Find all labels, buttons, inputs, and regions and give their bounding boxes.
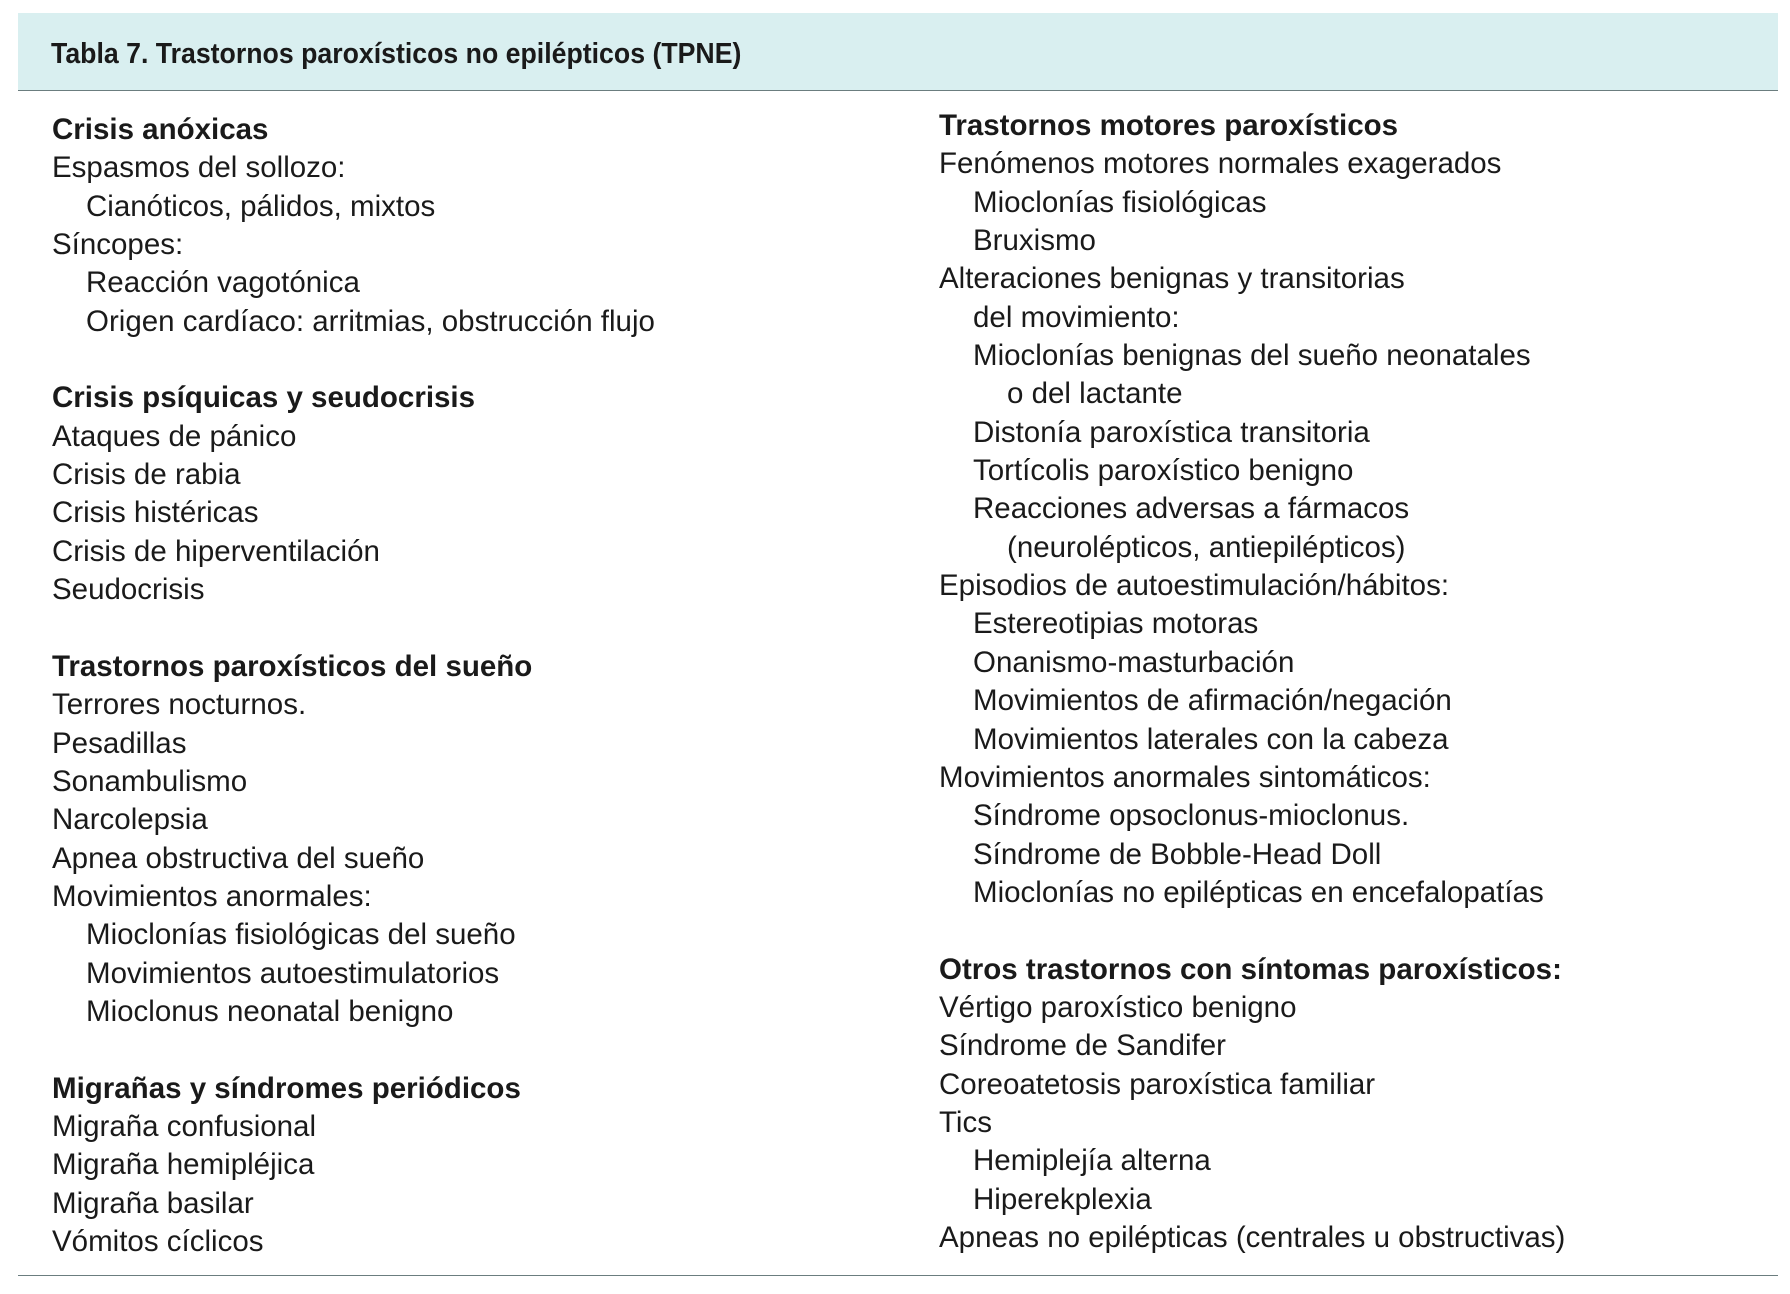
list-item: Síndrome de Sandifer <box>939 1029 1226 1063</box>
list-subitem: Bruxismo <box>973 224 1096 258</box>
list-item: Fenómenos motores normales exagerados <box>939 147 1502 181</box>
list-item: Movimientos anormales: <box>52 879 372 913</box>
list-item: Pesadillas <box>52 726 187 760</box>
list-subitem: Síndrome opsoclonus-mioclonus. <box>973 799 1410 833</box>
list-subitem: Reacción vagotónica <box>86 266 360 300</box>
list-subitem: Origen cardíaco: arritmias, obstrucción flujo <box>86 304 655 338</box>
list-subitem: Mioclonías fisiológicas del sueño <box>86 918 516 952</box>
list-item: Narcolepsia <box>52 803 208 837</box>
list-subitem: Hiperekplexia <box>973 1182 1152 1216</box>
list-subitem: Movimientos de afirmación/negación <box>973 684 1452 718</box>
section-heading: Crisis anóxicas <box>52 113 269 146</box>
list-subitem-continuation: (neurolépticos, antiepilépticos) <box>1007 530 1406 564</box>
list-item: Terrores nocturnos. <box>52 688 307 722</box>
table-bottom-rule <box>18 1275 1778 1276</box>
list-subitem: Estereotipias motoras <box>973 607 1259 641</box>
list-item: Alteraciones benignas y transitorias <box>939 262 1405 296</box>
list-subitem-continuation: o del lactante <box>1007 377 1183 411</box>
list-subitem: Mioclonías benignas del sueño neonatales <box>973 339 1531 373</box>
list-item: Síncopes: <box>52 228 184 262</box>
list-item: Seudocrisis <box>52 573 205 607</box>
list-item: Movimientos anormales sintomáticos: <box>939 760 1431 794</box>
list-item: Crisis de rabia <box>52 458 241 492</box>
section-heading: Trastornos paroxísticos del sueño <box>52 649 533 683</box>
list-subitem: Tortícolis paroxístico benigno <box>973 454 1354 488</box>
list-subitem: Distonía paroxística transitoria <box>973 415 1370 449</box>
list-subitem: Reacciones adversas a fármacos <box>973 492 1410 526</box>
list-item: Vómitos cíclicos <box>52 1224 264 1258</box>
list-subitem: Movimientos autoestimulatorios <box>86 956 500 990</box>
spacer <box>52 341 655 379</box>
list-subitem: Mioclonías no epilépticas en encefalopatías <box>973 875 1544 909</box>
section-heading: Trastornos motores paroxísticos <box>939 109 1399 142</box>
section-heading: Crisis psíquicas y seudocrisis <box>52 381 476 415</box>
spacer <box>939 912 1565 950</box>
list-subitem: Síndrome de Bobble-Head Doll <box>973 837 1382 871</box>
section-heading: Migrañas y síndromes periódicos <box>52 1071 521 1105</box>
left-column <box>52 111 655 1261</box>
list-item: Vértigo paroxístico benigno <box>939 990 1297 1024</box>
list-item: Crisis de hiperventilación <box>52 534 380 568</box>
list-subitem: Mioclonías fisiológicas <box>973 185 1267 219</box>
list-item: Apnea obstructiva del sueño <box>52 841 425 875</box>
list-item: Episodios de autoestimulación/hábitos: <box>939 569 1450 603</box>
section-heading: Otros trastornos con síntomas paroxísticos: <box>939 952 1562 986</box>
spacer <box>52 609 655 647</box>
list-item: Tics <box>939 1105 992 1139</box>
list-item: Coreoatetosis paroxística familiar <box>939 1067 1376 1101</box>
list-item: Apneas no epilépticas (centrales u obstructivas) <box>939 1220 1566 1254</box>
list-item: Migraña basilar <box>52 1186 254 1220</box>
list-subitem: Hemiplejía alterna <box>973 1144 1211 1178</box>
list-subitem: del movimiento: <box>973 300 1180 334</box>
list-item: Migraña confusional <box>52 1109 317 1143</box>
right-column <box>939 107 1565 1257</box>
spacer <box>52 1031 655 1069</box>
list-item: Ataques de pánico <box>52 419 297 453</box>
list-item: Crisis histéricas <box>52 496 259 530</box>
list-item: Sonambulismo <box>52 764 248 798</box>
list-subitem: Cianóticos, pálidos, mixtos <box>86 189 436 223</box>
list-subitem: Onanismo-masturbación <box>973 645 1295 679</box>
table-header <box>18 13 1778 91</box>
list-item: Espasmos del sollozo: <box>52 151 346 185</box>
list-subitem: Movimientos laterales con la cabeza <box>973 722 1449 756</box>
list-item: Migraña hemipléjica <box>52 1148 315 1182</box>
list-subitem: Mioclonus neonatal benigno <box>86 994 454 1028</box>
table-title: Tabla 7. Trastornos paroxísticos no epilépticos (TPNE) <box>51 38 742 70</box>
